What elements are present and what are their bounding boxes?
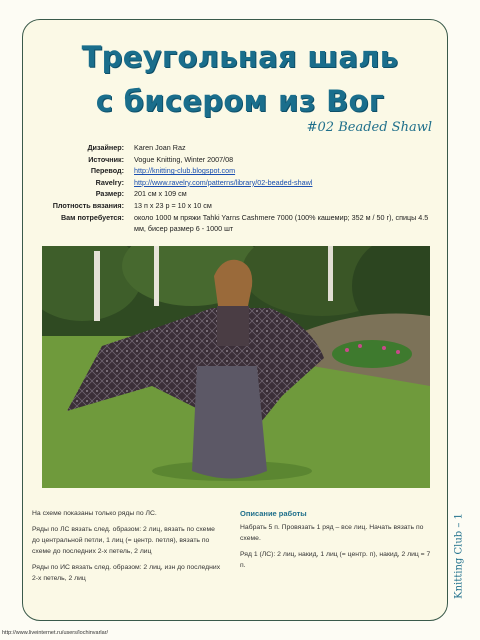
- note-paragraph: Ряды по ЛС вязать след. образом: 2 лиц, вязать по схеме до центральной петли, 1 лиц (= центр. петля), вязать по схеме до последних 2-х петель, 2 лиц: [32, 526, 215, 555]
- meta-row-source: [40, 154, 440, 166]
- meta-row-size: [40, 188, 440, 200]
- meta-value: Vogue Knitting, Winter 2007/08: [134, 154, 234, 164]
- meta-row-ravelry: [40, 177, 440, 189]
- meta-row-designer: [40, 142, 440, 154]
- shawl-photo: [42, 246, 430, 488]
- meta-value: Karen Joan Raz: [134, 143, 186, 152]
- side-label-text: Knitting Club – 1: [453, 512, 465, 599]
- pattern-meta-table: [40, 142, 440, 235]
- meta-label: Перевод:: [90, 166, 124, 176]
- meta-row-translation: [40, 165, 440, 177]
- meta-label: Плотность вязания:: [52, 200, 124, 210]
- meta-row-gauge: [40, 200, 440, 212]
- ravelry-link[interactable]: http://www.ravelry.com/patterns/library/02-beaded-shawl: [134, 177, 313, 187]
- meta-value: 201 см x 109 см: [134, 189, 187, 199]
- side-page-label: [452, 508, 466, 603]
- note-paragraph: На схеме показаны только ряды по ЛС.: [32, 510, 157, 517]
- translation-link[interactable]: http://knitting-club.blogspot.com: [134, 166, 236, 176]
- work-description: [240, 508, 436, 576]
- meta-label: Источник:: [88, 154, 124, 164]
- work-description-heading: Описание работы: [240, 509, 307, 518]
- meta-value: 13 п x 23 р = 10 x 10 см: [134, 200, 212, 210]
- footer-url[interactable]: http://www.liveinternet.ru/users/lochinvarlar/: [2, 630, 109, 636]
- meta-label: Вам потребуется:: [60, 212, 124, 222]
- schema-notes: [32, 508, 222, 589]
- meta-label: Дизайнер:: [87, 143, 124, 152]
- meta-value: около 1000 м пряжи Tahki Yarns Cashmere 7000 (100% кашемир; 352 м / 50 г), спицы 4.5 мм, бисер размер 6 - 1000 шт: [134, 212, 429, 234]
- meta-label: Размер:: [95, 189, 124, 199]
- page-title-line1: Треугольная шаль: [81, 40, 399, 74]
- meta-label: Ravelry:: [95, 177, 124, 187]
- description-paragraph: Ряд 1 (ЛС): 2 лиц, накид, 1 лиц (= центр. п), накид, 2 лиц = 7 п.: [240, 551, 431, 569]
- note-paragraph: Ряды по ИС вязать след. образом: 2 лиц, изн до последних 2-х петель, 2 лиц: [32, 564, 221, 582]
- description-paragraph: Набрать 5 п. Провязать 1 ряд – все лиц. Начать вязать по схеме.: [240, 524, 424, 542]
- meta-row-materials: [40, 212, 440, 235]
- pattern-subtitle: #02 Beaded Shawl: [306, 120, 432, 135]
- page-title-line2: с бисером из Вог: [95, 84, 385, 118]
